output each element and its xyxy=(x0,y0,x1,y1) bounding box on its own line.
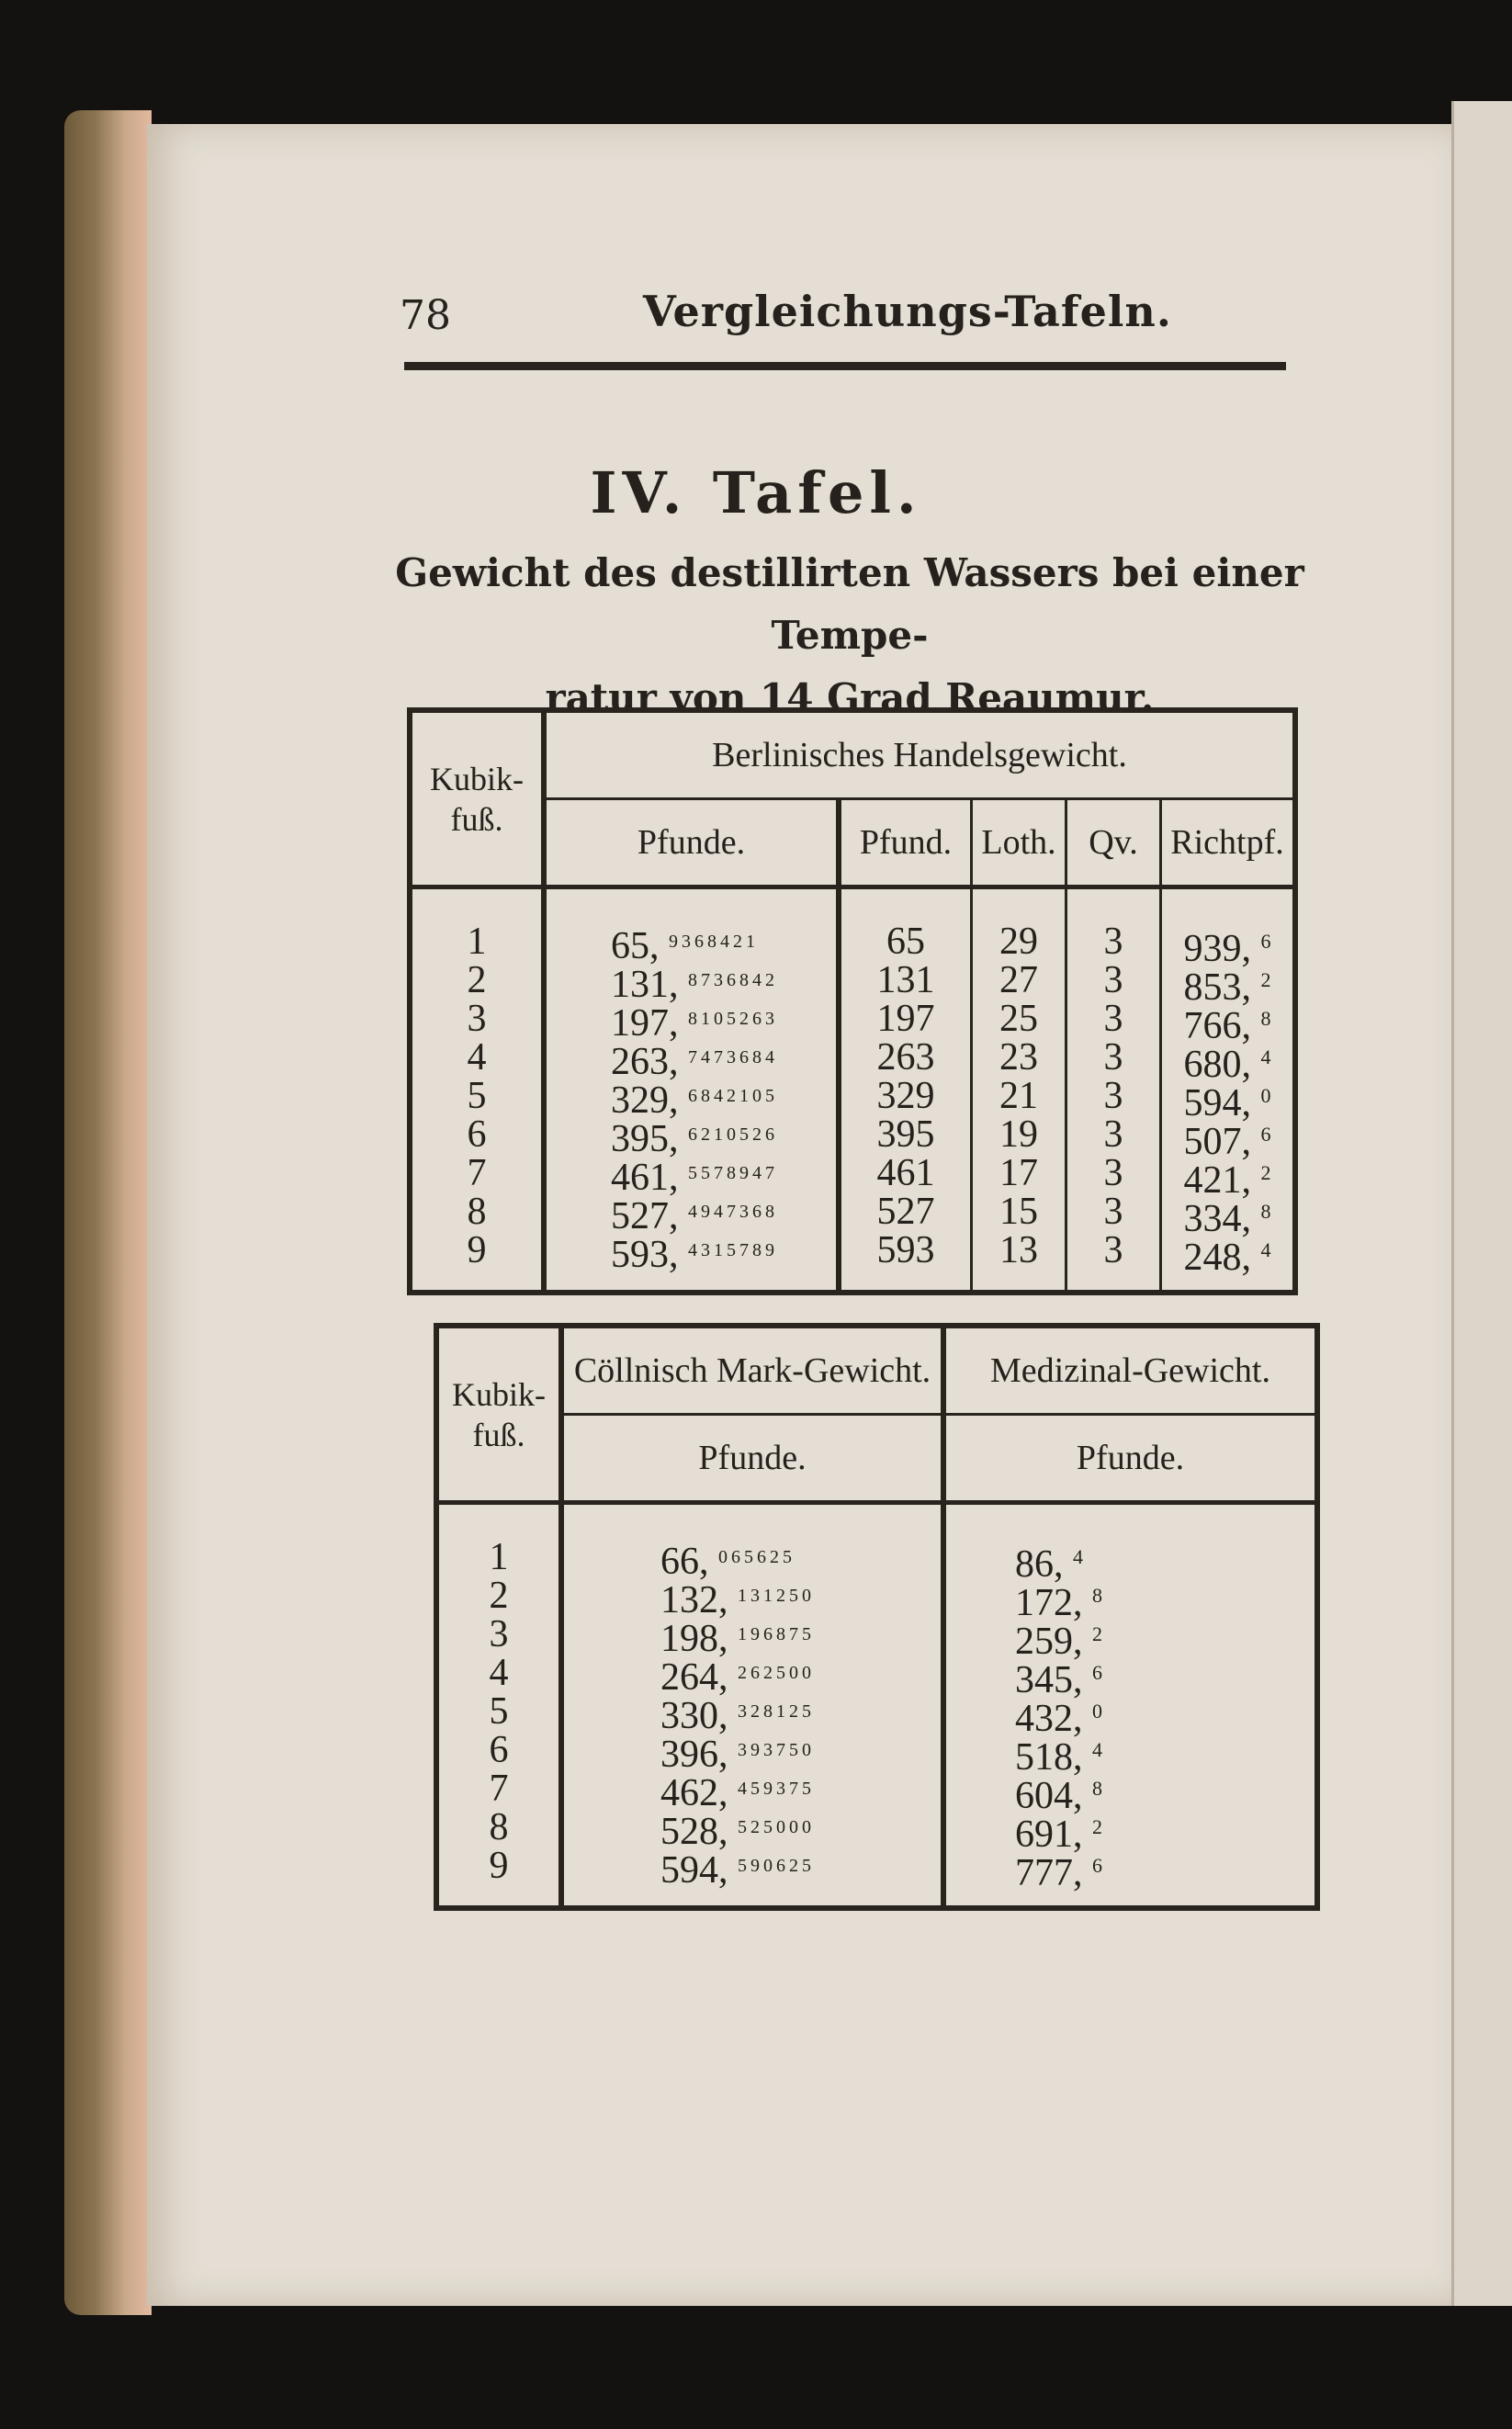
pfunde-cell xyxy=(611,1038,836,1083)
pfunde-cell xyxy=(611,1192,836,1237)
medizinal-cell-fraction: 4 xyxy=(1073,1545,1083,1568)
coelln-cell-integer: 594, xyxy=(660,1849,728,1892)
qv-cell: 3 xyxy=(1103,1075,1123,1117)
medizinal-cell-integer: 604, xyxy=(1015,1775,1083,1817)
berlin-weight-table xyxy=(407,707,1298,1295)
pfund-cell: 395 xyxy=(876,1113,935,1156)
medizinal-cell-integer: 345, xyxy=(1015,1659,1083,1701)
pfund-cell: 461 xyxy=(876,1152,935,1194)
pfunde-cell-integer: 461, xyxy=(611,1157,679,1199)
pfunde-cell-fraction: 5578947 xyxy=(688,1163,778,1183)
coelln-medizinal-table xyxy=(434,1323,1320,1911)
book-page-edges xyxy=(64,110,152,2315)
qv-column xyxy=(1066,887,1161,1294)
pfunde-cell xyxy=(611,961,836,1006)
kubik-cell: 7 xyxy=(489,1768,509,1810)
coelln-cell-integer: 198, xyxy=(660,1618,728,1660)
richtpf-cell-fraction: 6 xyxy=(1260,930,1271,953)
pfunde-cell-fraction: 9368421 xyxy=(669,932,759,952)
coelln-cell-integer: 132, xyxy=(660,1579,728,1621)
richtpf-cell xyxy=(1162,1000,1292,1047)
richtpf-column xyxy=(1161,887,1296,1294)
running-title: Vergleichungs-Tafeln. xyxy=(643,287,1172,336)
pfund-cell: 65 xyxy=(886,921,925,963)
coelln-cell-integer: 528, xyxy=(660,1811,728,1853)
coelln-cell-fraction: 459375 xyxy=(738,1779,815,1799)
qv-cell: 3 xyxy=(1103,998,1123,1040)
medizinal-cell-integer: 172, xyxy=(1015,1582,1083,1624)
kubik-cell: 1 xyxy=(489,1536,509,1578)
medizinal-cell xyxy=(1015,1769,1315,1817)
kubik-cell: 8 xyxy=(467,1191,487,1233)
coelln-cell xyxy=(660,1615,941,1660)
richtpf-cell xyxy=(1162,1115,1292,1163)
richtpf-cell-fraction: 2 xyxy=(1260,968,1271,991)
pfund-cell: 131 xyxy=(876,959,935,1001)
richtpf-cell-integer: 421, xyxy=(1183,1159,1251,1202)
medizinal-cell xyxy=(1015,1731,1315,1779)
loth-cell: 13 xyxy=(999,1229,1038,1271)
richtpf-cell-fraction: 6 xyxy=(1260,1123,1271,1146)
coelln-cell-fraction: 196875 xyxy=(738,1624,815,1644)
medizinal-cell xyxy=(1015,1538,1315,1586)
medizinal-column xyxy=(943,1503,1317,1909)
coelln-cell-fraction: 525000 xyxy=(738,1817,815,1837)
pfund-cell: 263 xyxy=(876,1036,935,1079)
loth-cell: 19 xyxy=(999,1113,1038,1156)
col-header-coelln-pfunde: Pfunde. xyxy=(561,1415,943,1503)
loth-column xyxy=(972,887,1066,1294)
medizinal-cell-fraction: 2 xyxy=(1092,1815,1102,1838)
richtpf-cell-integer: 766, xyxy=(1183,1005,1251,1047)
loth-cell: 25 xyxy=(999,998,1038,1040)
coelln-cell-fraction: 131250 xyxy=(738,1586,815,1606)
richtpf-cell xyxy=(1162,1154,1292,1202)
coelln-cell xyxy=(660,1808,941,1853)
pfunde-cell xyxy=(611,922,836,967)
pfunde-cell-fraction: 4947368 xyxy=(688,1202,778,1222)
kubik-header-line: fuß. xyxy=(450,800,503,838)
kubik-cell: 6 xyxy=(467,1113,487,1156)
richtpf-cell xyxy=(1162,961,1292,1009)
richtpf-cell-integer: 680, xyxy=(1183,1044,1251,1086)
kubik-column xyxy=(410,887,544,1294)
medizinal-cell-integer: 691, xyxy=(1015,1813,1083,1856)
richtpf-cell-integer: 334, xyxy=(1183,1198,1251,1240)
pfund-cell: 593 xyxy=(876,1229,935,1271)
coelln-cell-fraction: 590625 xyxy=(738,1856,815,1876)
richtpf-cell xyxy=(1162,1192,1292,1240)
kubik-cell: 2 xyxy=(489,1575,509,1617)
coelln-cell xyxy=(660,1692,941,1737)
loth-cell: 23 xyxy=(999,1036,1038,1079)
kubik-column xyxy=(436,1503,561,1909)
pfund-cell: 197 xyxy=(876,998,935,1040)
medizinal-cell-fraction: 2 xyxy=(1092,1622,1102,1645)
qv-cell: 3 xyxy=(1103,921,1123,963)
kubik-cell: 4 xyxy=(489,1652,509,1694)
medizinal-cell-fraction: 6 xyxy=(1092,1854,1102,1877)
col-header-qv: Qv. xyxy=(1066,799,1161,887)
richtpf-cell-fraction: 0 xyxy=(1260,1084,1271,1107)
medizinal-cell-integer: 432, xyxy=(1015,1698,1083,1740)
kubik-cell: 1 xyxy=(467,921,487,963)
qv-cell: 3 xyxy=(1103,1113,1123,1156)
qv-cell: 3 xyxy=(1103,1191,1123,1233)
pfunde-cell-integer: 527, xyxy=(611,1195,679,1237)
richtpf-cell-integer: 853, xyxy=(1183,966,1251,1009)
pfunde-cell-integer: 329, xyxy=(611,1079,679,1122)
kubik-header xyxy=(436,1326,561,1503)
richtpf-cell-fraction: 8 xyxy=(1260,1007,1271,1030)
coelln-cell xyxy=(660,1847,941,1892)
berlin-group-header: Berlinisches Handelsgewicht. xyxy=(544,710,1295,799)
pfunde-cell-fraction: 6842105 xyxy=(688,1086,778,1106)
medizinal-cell xyxy=(1015,1692,1315,1740)
pfunde-cell-integer: 131, xyxy=(611,964,679,1006)
header-rule xyxy=(404,362,1286,370)
coelln-cell xyxy=(660,1769,941,1814)
coelln-cell-integer: 462, xyxy=(660,1772,728,1814)
col-header-pfund: Pfund. xyxy=(839,799,972,887)
medizinal-cell-fraction: 8 xyxy=(1092,1777,1102,1800)
medizinal-cell xyxy=(1015,1615,1315,1663)
richtpf-cell-fraction: 4 xyxy=(1260,1238,1271,1261)
page-number: 78 xyxy=(400,292,451,339)
pfunde-cell-fraction: 7473684 xyxy=(688,1047,778,1068)
loth-cell: 17 xyxy=(999,1152,1038,1194)
richtpf-cell-integer: 507, xyxy=(1183,1121,1251,1163)
pfunde-cell-fraction: 6210526 xyxy=(688,1124,778,1145)
medizinal-cell-integer: 777, xyxy=(1015,1852,1083,1894)
richtpf-cell-integer: 248, xyxy=(1183,1237,1251,1279)
kubik-cell: 3 xyxy=(489,1613,509,1655)
kubik-cell: 5 xyxy=(467,1075,487,1117)
pfunde-column xyxy=(544,887,839,1294)
richtpf-cell xyxy=(1162,922,1292,970)
table-subtitle xyxy=(395,542,1304,729)
pfund-cell: 527 xyxy=(876,1191,935,1233)
medizinal-cell-fraction: 4 xyxy=(1092,1738,1102,1761)
loth-cell: 27 xyxy=(999,959,1038,1001)
richtpf-cell-fraction: 8 xyxy=(1260,1200,1271,1223)
richtpf-cell-fraction: 4 xyxy=(1260,1045,1271,1068)
richtpf-cell-integer: 594, xyxy=(1183,1082,1251,1124)
pfund-cell: 329 xyxy=(876,1075,935,1117)
coelln-group-header: Cöllnisch Mark-Gewicht. xyxy=(561,1326,943,1415)
subtitle-line: Gewicht des destillirten Wassers bei einer Tempe- xyxy=(395,550,1304,658)
medizinal-cell xyxy=(1015,1808,1315,1856)
table-title: IV. Tafel. xyxy=(590,459,922,526)
kubik-cell: 4 xyxy=(467,1036,487,1079)
medizinal-cell xyxy=(1015,1654,1315,1701)
kubik-header-line: Kubik- xyxy=(430,760,524,797)
pfunde-cell-integer: 197, xyxy=(611,1002,679,1045)
kubik-header-line: fuß. xyxy=(472,1416,525,1453)
loth-cell: 21 xyxy=(999,1075,1038,1117)
coelln-cell-integer: 264, xyxy=(660,1656,728,1699)
kubik-header xyxy=(410,710,544,887)
pfunde-cell-fraction: 8736842 xyxy=(688,970,778,990)
col-header-medizinal-pfunde: Pfunde. xyxy=(943,1415,1317,1503)
richtpf-cell-integer: 939, xyxy=(1183,928,1251,970)
qv-cell: 3 xyxy=(1103,1229,1123,1271)
coelln-cell xyxy=(660,1576,941,1621)
loth-cell: 15 xyxy=(999,1191,1038,1233)
loth-cell: 29 xyxy=(999,921,1038,963)
kubik-cell: 3 xyxy=(467,998,487,1040)
kubik-cell: 2 xyxy=(467,959,487,1001)
kubik-cell: 9 xyxy=(489,1845,509,1887)
coelln-column xyxy=(561,1503,943,1909)
coelln-cell xyxy=(660,1538,941,1583)
kubik-cell: 8 xyxy=(489,1806,509,1848)
pfunde-cell xyxy=(611,1231,836,1276)
coelln-cell-fraction: 065625 xyxy=(718,1547,795,1567)
medizinal-cell-fraction: 8 xyxy=(1092,1584,1102,1607)
pfunde-cell xyxy=(611,1077,836,1122)
qv-cell: 3 xyxy=(1103,1036,1123,1079)
richtpf-cell xyxy=(1162,1038,1292,1086)
medizinal-cell-fraction: 6 xyxy=(1092,1661,1102,1684)
kubik-cell: 5 xyxy=(489,1690,509,1733)
medizinal-cell xyxy=(1015,1576,1315,1624)
medizinal-cell-fraction: 0 xyxy=(1092,1700,1102,1723)
col-header-pfunde: Pfunde. xyxy=(544,799,839,887)
pfunde-cell-integer: 263, xyxy=(611,1041,679,1083)
pfunde-cell-integer: 65, xyxy=(611,925,660,967)
pfunde-cell xyxy=(611,1000,836,1045)
coelln-cell-integer: 330, xyxy=(660,1695,728,1737)
kubik-cell: 9 xyxy=(467,1229,487,1271)
medizinal-cell-integer: 86, xyxy=(1015,1543,1064,1586)
coelln-cell-integer: 66, xyxy=(660,1541,709,1583)
pfund-column xyxy=(839,887,972,1294)
pfunde-cell-fraction: 8105263 xyxy=(688,1009,778,1029)
coelln-cell xyxy=(660,1654,941,1699)
richtpf-cell xyxy=(1162,1231,1292,1279)
coelln-cell-fraction: 262500 xyxy=(738,1663,815,1683)
qv-cell: 3 xyxy=(1103,1152,1123,1194)
pfunde-cell-integer: 395, xyxy=(611,1118,679,1160)
pfunde-cell xyxy=(611,1115,836,1160)
medizinal-group-header: Medizinal-Gewicht. xyxy=(943,1326,1317,1415)
kubik-header-line: Kubik- xyxy=(452,1375,546,1413)
coelln-cell-fraction: 393750 xyxy=(738,1740,815,1760)
pfunde-cell xyxy=(611,1154,836,1199)
richtpf-cell xyxy=(1162,1077,1292,1124)
medizinal-cell-integer: 518, xyxy=(1015,1736,1083,1779)
coelln-cell xyxy=(660,1731,941,1776)
pfunde-cell-fraction: 4315789 xyxy=(688,1240,778,1260)
adjacent-page-edge xyxy=(1451,101,1512,2306)
coelln-cell-integer: 396, xyxy=(660,1734,728,1776)
kubik-cell: 7 xyxy=(467,1152,487,1194)
pfunde-cell-integer: 593, xyxy=(611,1234,679,1276)
medizinal-cell xyxy=(1015,1847,1315,1894)
col-header-richtpf: Richtpf. xyxy=(1161,799,1296,887)
coelln-cell-fraction: 328125 xyxy=(738,1701,815,1722)
richtpf-cell-fraction: 2 xyxy=(1260,1161,1271,1184)
kubik-cell: 6 xyxy=(489,1729,509,1771)
qv-cell: 3 xyxy=(1103,959,1123,1001)
col-header-loth: Loth. xyxy=(972,799,1066,887)
medizinal-cell-integer: 259, xyxy=(1015,1621,1083,1663)
subtitle-line: ratur von 14 Grad Reaumur. xyxy=(545,675,1155,720)
